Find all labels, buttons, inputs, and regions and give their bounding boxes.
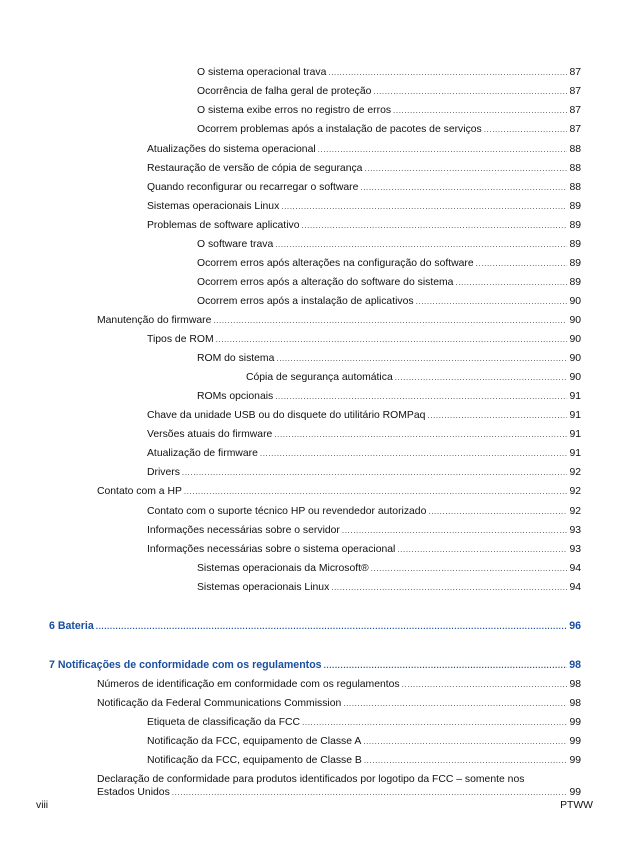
toc-entry-page: 89 bbox=[569, 277, 581, 288]
toc-entry-page: 92 bbox=[569, 506, 581, 517]
dot-leader bbox=[484, 123, 568, 136]
toc-entry-title: Sistemas operacionais Linux bbox=[147, 201, 280, 212]
toc-entry-title: Notificação da Federal Communications Commission bbox=[97, 698, 342, 709]
toc-entry[interactable] bbox=[197, 390, 581, 403]
toc-entry-page: 90 bbox=[569, 315, 581, 326]
toc-entry-title: Ocorrem erros após alterações na configuração do software bbox=[197, 258, 474, 269]
toc-entry-page: 99 bbox=[569, 717, 581, 728]
toc-entry-title: Números de identificação em conformidade com os regulamentos bbox=[97, 679, 400, 690]
toc-entry[interactable] bbox=[246, 371, 581, 384]
toc-entry-title: Quando reconfigurar ou recarregar o software bbox=[147, 182, 359, 193]
dot-leader bbox=[260, 447, 568, 460]
toc-entry-title: Notificação da FCC, equipamento de Classe B bbox=[147, 755, 362, 766]
toc-entry-title: Drivers bbox=[147, 467, 180, 478]
toc-entry-title: Tipos de ROM bbox=[147, 334, 214, 345]
toc-entry-page: 93 bbox=[569, 544, 581, 555]
toc-entry-title: Informações necessárias sobre o sistema operacional bbox=[147, 544, 396, 555]
toc-entry[interactable] bbox=[147, 524, 581, 537]
toc-entry[interactable] bbox=[197, 85, 581, 98]
toc-entry-page: 90 bbox=[569, 334, 581, 345]
toc-entry-title: Contato com o suporte técnico HP ou revendedor autorizado bbox=[147, 506, 427, 517]
dot-leader bbox=[182, 466, 568, 479]
toc-entry-page: 98 bbox=[569, 679, 581, 690]
dot-leader bbox=[216, 333, 568, 346]
toc-entry[interactable] bbox=[147, 754, 581, 767]
toc-entry-page: 90 bbox=[569, 296, 581, 307]
toc-entry[interactable] bbox=[147, 143, 581, 156]
dot-leader bbox=[301, 219, 567, 232]
toc-entry-page: 99 bbox=[569, 736, 581, 747]
dot-leader bbox=[364, 754, 568, 767]
dot-leader bbox=[302, 716, 567, 729]
toc-entry-page: 92 bbox=[569, 467, 581, 478]
toc-entry[interactable] bbox=[147, 466, 581, 479]
toc-entry-page: 89 bbox=[569, 201, 581, 212]
toc-entry-page: 98 bbox=[569, 659, 581, 671]
toc-entry-title: Contato com a HP bbox=[97, 486, 182, 497]
toc-entry[interactable] bbox=[197, 66, 581, 79]
toc-entry-title: Ocorrem erros após a alteração do software do sistema bbox=[197, 277, 454, 288]
toc-entry-title: Atualização de firmware bbox=[147, 448, 258, 459]
toc-entry[interactable] bbox=[147, 505, 581, 518]
toc-entry-page: 94 bbox=[569, 582, 581, 593]
toc-entry-title: O sistema exibe erros no registro de erros bbox=[197, 105, 392, 116]
toc-entry-page: 89 bbox=[569, 239, 581, 250]
toc-entry-page: 91 bbox=[569, 429, 581, 440]
toc-entry-page: 98 bbox=[569, 698, 581, 709]
toc-entry-title: Manutenção do firmware bbox=[97, 315, 212, 326]
toc-entry[interactable] bbox=[147, 543, 581, 556]
toc-entry-title: Etiqueta de classificação da FCC bbox=[147, 717, 301, 728]
toc-entry-page: 93 bbox=[569, 525, 581, 536]
toc-entry[interactable] bbox=[147, 219, 581, 232]
dot-leader bbox=[363, 735, 567, 748]
toc-entry-page: 88 bbox=[569, 144, 581, 155]
toc-entry-page: 91 bbox=[569, 410, 581, 421]
toc-entry-page: 88 bbox=[569, 163, 581, 174]
dot-leader bbox=[373, 85, 567, 98]
toc-entry[interactable] bbox=[147, 716, 581, 729]
toc-entry-title: 6 Bateria bbox=[49, 620, 94, 632]
toc-entry[interactable] bbox=[147, 181, 581, 194]
toc-entry[interactable] bbox=[147, 735, 581, 748]
toc-entry[interactable] bbox=[147, 162, 581, 175]
toc-entry[interactable] bbox=[97, 678, 581, 691]
dot-leader bbox=[318, 143, 568, 156]
toc-entry-title: Sistemas operacionais da Microsoft® bbox=[197, 563, 369, 574]
dot-leader bbox=[281, 200, 567, 213]
toc-entry-page: 87 bbox=[569, 67, 581, 78]
dot-leader bbox=[342, 524, 568, 537]
dot-leader bbox=[343, 697, 567, 710]
toc-entry[interactable] bbox=[197, 295, 581, 308]
toc-entry[interactable] bbox=[97, 697, 581, 710]
toc-entry-title: Ocorrem erros após a instalação de aplicativos bbox=[197, 296, 414, 307]
toc-entry-page: 89 bbox=[569, 258, 581, 269]
toc-entry-title: 7 Notificações de conformidade com os regulamentos bbox=[49, 659, 322, 671]
dot-leader bbox=[360, 181, 567, 194]
toc-entry[interactable] bbox=[197, 238, 581, 251]
dot-leader bbox=[428, 505, 567, 518]
toc-entry-page: 87 bbox=[569, 105, 581, 116]
toc-entry[interactable] bbox=[197, 123, 581, 136]
dot-leader bbox=[324, 659, 568, 672]
page-number: viii bbox=[36, 800, 49, 811]
toc-chapter-entry[interactable] bbox=[49, 620, 581, 633]
toc-entry-page: 90 bbox=[569, 372, 581, 383]
toc-entry-page: 91 bbox=[569, 391, 581, 402]
dot-leader bbox=[213, 314, 567, 327]
dot-leader bbox=[172, 786, 568, 799]
dot-leader bbox=[476, 257, 568, 270]
toc-entry[interactable] bbox=[197, 352, 581, 365]
toc-entry[interactable] bbox=[147, 200, 581, 213]
toc-entry-wrapped-line: Declaração de conformidade para produtos identificados por logotipo da FCC – somente nos bbox=[97, 774, 525, 785]
dot-leader bbox=[96, 620, 567, 633]
toc-entry[interactable] bbox=[97, 314, 581, 327]
dot-leader bbox=[416, 295, 568, 308]
toc-entry-page: 89 bbox=[569, 220, 581, 231]
toc-entry-title: ROMs opcionais bbox=[197, 391, 274, 402]
dot-leader bbox=[455, 276, 567, 289]
toc-entry-title: Restauração de versão de cópia de segurança bbox=[147, 163, 363, 174]
dot-leader bbox=[393, 104, 567, 117]
toc-entry[interactable] bbox=[197, 104, 581, 117]
toc-entry-title: Ocorrência de falha geral de proteção bbox=[197, 86, 372, 97]
toc-entry-title: Ocorrem problemas após a instalação de pacotes de serviços bbox=[197, 124, 482, 135]
toc-entry-page: 92 bbox=[569, 486, 581, 497]
toc-entry-page: 90 bbox=[569, 353, 581, 364]
dot-leader bbox=[276, 352, 567, 365]
toc-chapter-entry[interactable] bbox=[49, 659, 581, 672]
toc-entry-title: Estados Unidos bbox=[97, 787, 170, 798]
dot-leader bbox=[427, 409, 567, 422]
toc-entry-title: ROM do sistema bbox=[197, 353, 275, 364]
toc-entry-title: Notificação da FCC, equipamento de Classe A bbox=[147, 736, 362, 747]
toc-entry[interactable] bbox=[97, 786, 581, 799]
dot-leader bbox=[364, 162, 567, 175]
toc-entry[interactable] bbox=[197, 276, 581, 289]
toc-entry-page: 94 bbox=[569, 563, 581, 574]
dot-leader bbox=[184, 485, 568, 498]
toc-entry-page: 99 bbox=[569, 787, 581, 798]
toc-entry[interactable] bbox=[147, 447, 581, 460]
toc-entry-title: Atualizações do sistema operacional bbox=[147, 144, 316, 155]
toc-entry[interactable] bbox=[197, 581, 581, 594]
toc-entry[interactable] bbox=[97, 485, 581, 498]
toc-entry-title: Sistemas operacionais Linux bbox=[197, 582, 330, 593]
toc-entry-title: Versões atuais do firmware bbox=[147, 429, 273, 440]
toc-entry-page: 91 bbox=[569, 448, 581, 459]
toc-entry-title: Cópia de segurança automática bbox=[246, 372, 393, 383]
toc-entry[interactable] bbox=[147, 333, 581, 346]
document-label: PTWW bbox=[560, 800, 593, 811]
dot-leader bbox=[275, 238, 567, 251]
dot-leader bbox=[397, 543, 567, 556]
toc-entry-page: 99 bbox=[569, 755, 581, 766]
toc-entry[interactable] bbox=[147, 409, 581, 422]
toc-entry-page: 88 bbox=[569, 182, 581, 193]
dot-leader bbox=[274, 428, 567, 441]
toc-entry-title: Informações necessárias sobre o servidor bbox=[147, 525, 340, 536]
toc-entry-title: O sistema operacional trava bbox=[197, 67, 327, 78]
dot-leader bbox=[331, 581, 567, 594]
toc-entry-page: 87 bbox=[569, 86, 581, 97]
toc-entry-title: O software trava bbox=[197, 239, 274, 250]
dot-leader bbox=[395, 371, 568, 384]
toc-entry-page: 96 bbox=[569, 620, 581, 632]
dot-leader bbox=[402, 678, 568, 691]
toc-entry[interactable] bbox=[197, 257, 581, 270]
toc-entry[interactable] bbox=[147, 428, 581, 441]
toc-entry-title: Problemas de software aplicativo bbox=[147, 220, 300, 231]
toc-entry[interactable] bbox=[197, 562, 581, 575]
toc-entry-page: 87 bbox=[569, 124, 581, 135]
dot-leader bbox=[328, 66, 567, 79]
dot-leader bbox=[275, 390, 567, 403]
toc-entry-title: Chave da unidade USB ou do disquete do utilitário ROMPaq bbox=[147, 410, 426, 421]
dot-leader bbox=[371, 562, 568, 575]
